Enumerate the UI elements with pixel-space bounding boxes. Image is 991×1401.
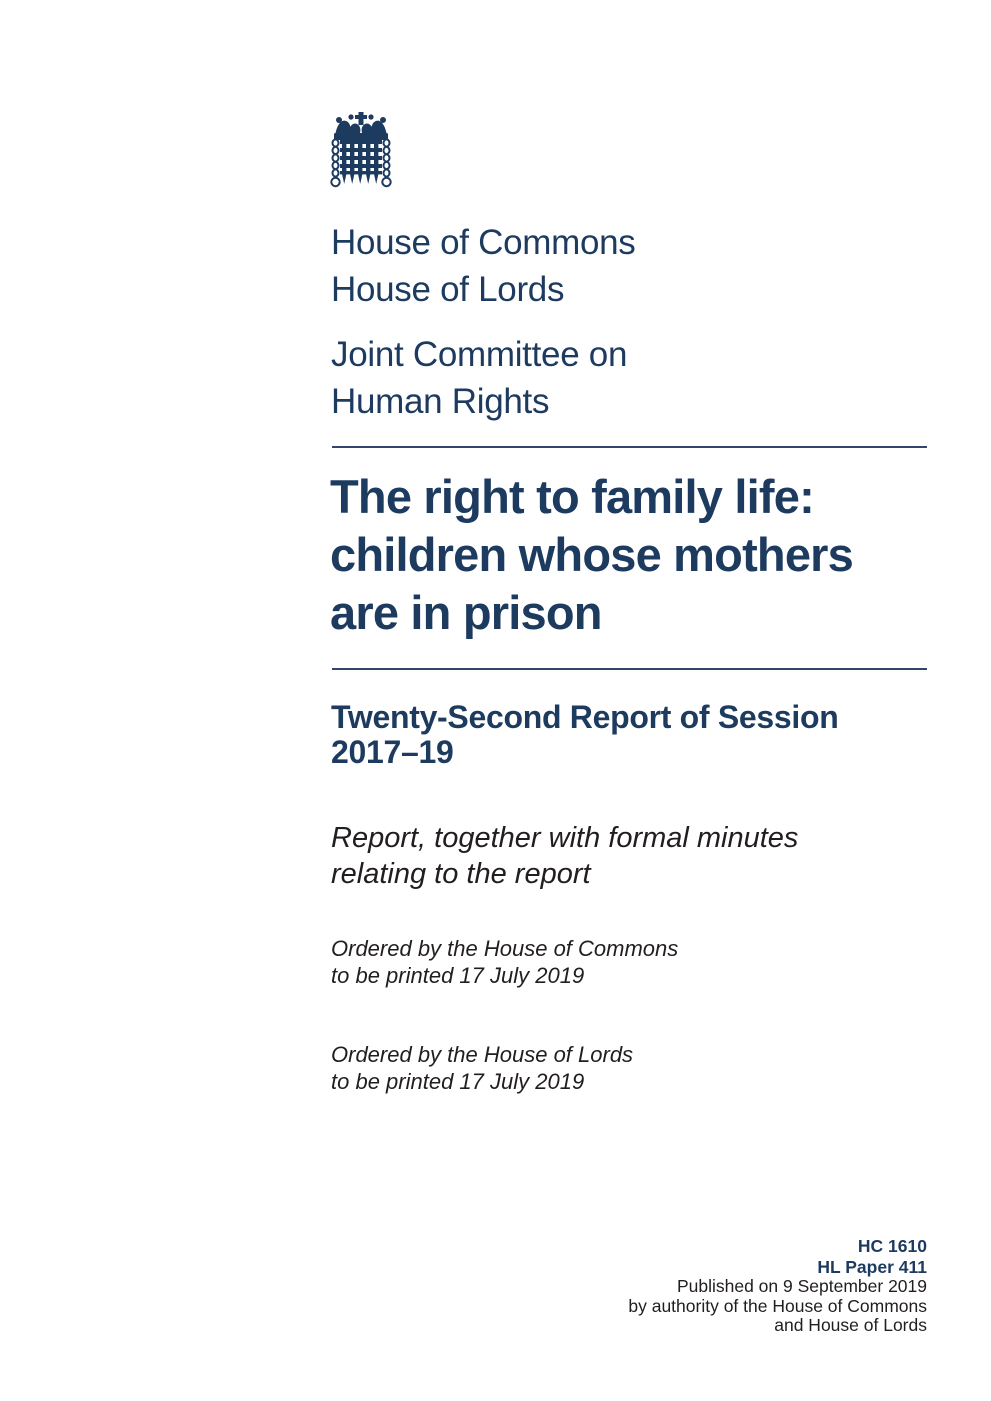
report-title-line-1: The right to family life: bbox=[330, 470, 814, 523]
publication-details bbox=[628, 1236, 927, 1336]
report-title bbox=[330, 468, 950, 642]
hc-number: HC 1610 bbox=[857, 1236, 927, 1256]
parliament-portcullis-icon bbox=[327, 112, 395, 196]
report-title-line-3: are in prison bbox=[330, 586, 602, 639]
committee-heading bbox=[331, 331, 627, 425]
published-authority-line-1: by authority of the House of Commons bbox=[628, 1295, 927, 1316]
house-heading bbox=[331, 219, 636, 313]
session-heading bbox=[331, 700, 839, 770]
report-description bbox=[331, 820, 798, 892]
report-description-line-1: Report, together with formal minutes bbox=[331, 822, 799, 854]
committee-line-1: Joint Committee on bbox=[331, 335, 628, 374]
report-description-line-2: relating to the report bbox=[331, 858, 591, 890]
session-line-1: Twenty-Second Report of Session bbox=[331, 699, 839, 735]
house-of-lords-line: House of Lords bbox=[331, 270, 565, 309]
ordered-by-commons bbox=[331, 935, 678, 989]
report-title-line-2: children whose mothers bbox=[330, 528, 854, 581]
divider-top bbox=[332, 446, 927, 448]
ordered-by-lords bbox=[331, 1041, 633, 1095]
ordered-by-lords-line-2: to be printed 17 July 2019 bbox=[331, 1069, 585, 1094]
hl-paper-number: HL Paper 411 bbox=[817, 1256, 927, 1277]
house-of-commons-line: House of Commons bbox=[331, 223, 636, 262]
ordered-by-commons-line-2: to be printed 17 July 2019 bbox=[331, 963, 585, 988]
session-line-2: 2017–19 bbox=[331, 734, 454, 770]
published-authority-line-2: and House of Lords bbox=[774, 1315, 927, 1335]
ordered-by-lords-line-1: Ordered by the House of Lords bbox=[331, 1042, 634, 1067]
committee-line-2: Human Rights bbox=[331, 382, 550, 421]
divider-bottom bbox=[332, 668, 927, 670]
published-date-line: Published on 9 September 2019 bbox=[676, 1276, 927, 1296]
ordered-by-commons-line-1: Ordered by the House of Commons bbox=[331, 936, 679, 961]
